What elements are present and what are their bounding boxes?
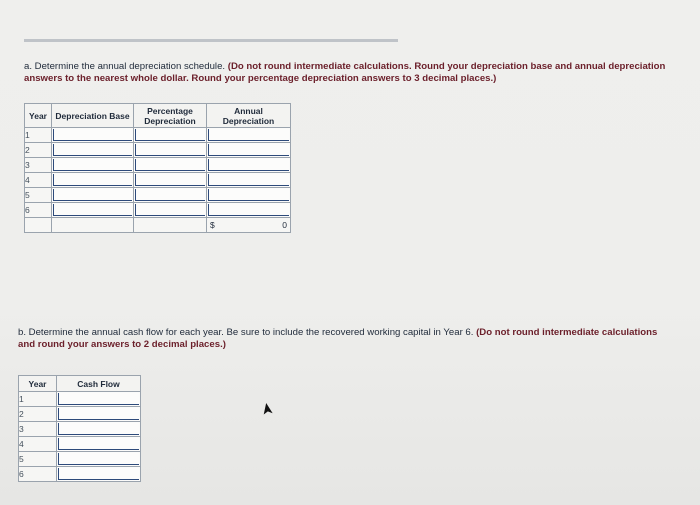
annual-depreciation-input[interactable]	[207, 188, 291, 203]
depreciation-base-input[interactable]	[52, 128, 134, 143]
part-b-instruction-bold: (Do not round intermediate calculations and round your answers to 2 decimal places.)	[18, 327, 658, 350]
year-cell: 2	[25, 143, 52, 158]
part-a-instruction-bold: (Do not round intermediate calculations. Round your depreciation base and annual depreciation answers to the nearest whole dollar. Round your percentage depreciation answers to 3 decimal places.)	[24, 61, 666, 84]
header-depreciation-base: Depreciation Base	[52, 104, 134, 128]
part-a-instructions	[24, 61, 684, 85]
year-cell: 6	[25, 203, 52, 218]
annual-depreciation-input[interactable]	[207, 128, 291, 143]
percentage-depreciation-input[interactable]	[134, 143, 207, 158]
header-annual-depreciation: Annual Depreciation	[207, 104, 291, 128]
cash-flow-input[interactable]	[57, 422, 141, 437]
annual-depreciation-input[interactable]	[207, 143, 291, 158]
table-row	[25, 143, 291, 158]
year-cell: 5	[25, 188, 52, 203]
total-row	[25, 218, 291, 233]
header-cash-flow: Cash Flow	[57, 376, 141, 392]
depreciation-base-input[interactable]	[52, 188, 134, 203]
cash-flow-input[interactable]	[57, 452, 141, 467]
table-row	[19, 467, 141, 482]
percentage-depreciation-input[interactable]	[134, 128, 207, 143]
table-row	[25, 203, 291, 218]
table-row	[19, 407, 141, 422]
table-row	[25, 128, 291, 143]
year-cell: 6	[19, 467, 57, 482]
depreciation-base-input[interactable]	[52, 158, 134, 173]
cash-flow-input[interactable]	[57, 437, 141, 452]
depreciation-schedule-table	[24, 103, 291, 233]
header-year: Year	[19, 376, 57, 392]
percentage-depreciation-input[interactable]	[134, 203, 207, 218]
total-value: 0	[282, 220, 287, 230]
cash-flow-table	[18, 375, 141, 482]
year-cell: 4	[19, 437, 57, 452]
table-row	[25, 188, 291, 203]
year-cell: 1	[19, 392, 57, 407]
percentage-depreciation-input[interactable]	[134, 173, 207, 188]
depreciation-base-input[interactable]	[52, 143, 134, 158]
table-row	[19, 392, 141, 407]
divider	[24, 39, 398, 42]
table-row	[25, 173, 291, 188]
year-cell: 2	[19, 407, 57, 422]
header-percentage-depreciation: Percentage Depreciation	[134, 104, 207, 128]
year-cell: 3	[25, 158, 52, 173]
annual-depreciation-input[interactable]	[207, 158, 291, 173]
table-row	[19, 422, 141, 437]
currency-symbol: $	[210, 220, 215, 230]
year-cell: 5	[19, 452, 57, 467]
percentage-depreciation-input[interactable]	[134, 188, 207, 203]
cash-flow-input[interactable]	[57, 392, 141, 407]
cash-flow-input[interactable]	[57, 467, 141, 482]
annual-depreciation-input[interactable]	[207, 203, 291, 218]
header-year: Year	[25, 104, 52, 128]
percentage-depreciation-input[interactable]	[134, 158, 207, 173]
year-cell: 3	[19, 422, 57, 437]
part-b-instruction-text: b. Determine the annual cash flow for each year. Be sure to include the recovered working capital in Year 6.	[18, 327, 474, 338]
table-row	[19, 437, 141, 452]
annual-depreciation-input[interactable]	[207, 173, 291, 188]
year-cell: 1	[25, 128, 52, 143]
depreciation-base-input[interactable]	[52, 173, 134, 188]
part-a-instruction-text: a. Determine the annual depreciation schedule.	[24, 61, 226, 72]
table-row	[25, 158, 291, 173]
total-annual-depreciation	[207, 218, 291, 233]
depreciation-base-input[interactable]	[52, 203, 134, 218]
cash-flow-input[interactable]	[57, 407, 141, 422]
mouse-cursor-icon	[260, 402, 274, 416]
year-cell: 4	[25, 173, 52, 188]
part-b-instructions	[18, 327, 658, 351]
table-row	[19, 452, 141, 467]
